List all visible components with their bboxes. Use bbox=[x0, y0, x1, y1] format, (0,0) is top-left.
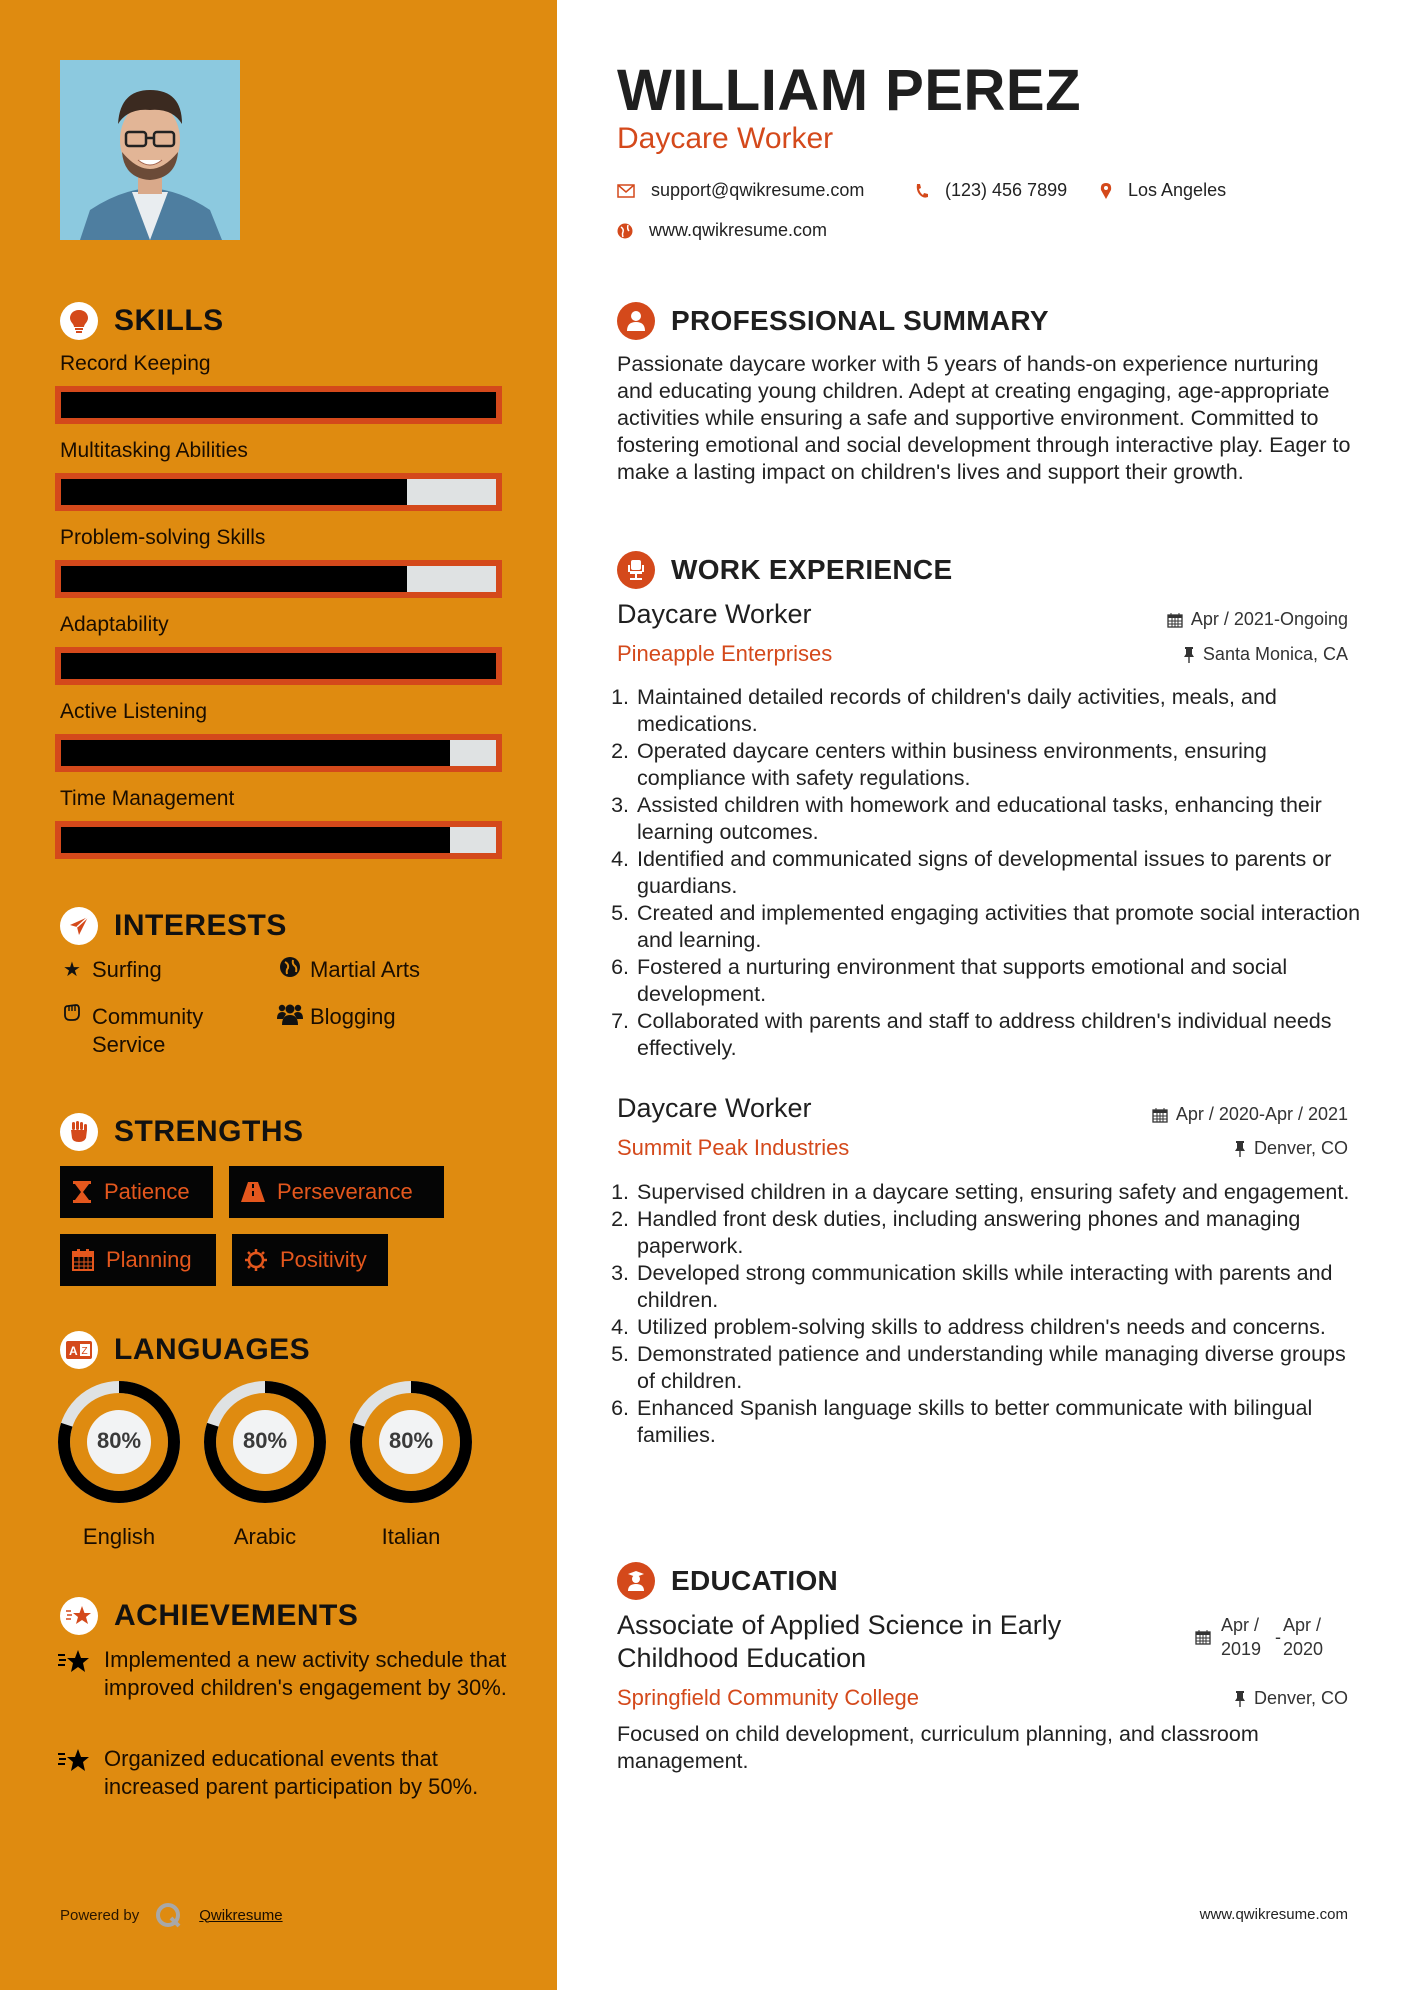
language-percent: 80% bbox=[388, 1428, 434, 1453]
calendar-icon bbox=[72, 1249, 94, 1271]
education-description: Focused on child development, curriculum planning, and classroom management. bbox=[617, 1722, 1259, 1773]
star-icon: ★ bbox=[63, 959, 81, 981]
education-dates: Apr / 2019 - Apr / 2020 bbox=[1195, 1613, 1325, 1661]
duty-item: 1. Maintained detailed records of children's daily activities, meals, and medications. bbox=[635, 684, 1365, 738]
achievements-title: ACHIEVEMENTS bbox=[114, 1599, 359, 1632]
skills-header bbox=[60, 302, 224, 340]
pushpin-icon bbox=[1234, 1140, 1246, 1158]
users-icon bbox=[276, 1003, 304, 1025]
contact-location bbox=[1100, 180, 1226, 201]
map-pin-icon bbox=[1100, 182, 1112, 200]
skill-item bbox=[60, 439, 248, 463]
skill-item bbox=[60, 787, 234, 811]
duty-item: 4. Utilized problem-solving skills to address children's needs and concerns. bbox=[635, 1314, 1365, 1341]
interests-title: INTERESTS bbox=[114, 909, 287, 942]
language-name: Arabic bbox=[233, 1524, 297, 1549]
language-name: Italian bbox=[381, 1524, 441, 1549]
svg-text:Z: Z bbox=[81, 1346, 88, 1357]
skill-bar bbox=[55, 386, 502, 424]
skill-label: Problem-solving Skills bbox=[60, 526, 266, 549]
calendar-icon bbox=[1152, 1107, 1168, 1123]
duty-item: 6. Fostered a nurturing environment that supports emotional and social development. bbox=[635, 954, 1365, 1008]
duty-item: 1. Supervised children in a daycare setting, ensuring safety and engagement. bbox=[635, 1179, 1365, 1206]
job-title: Daycare Worker bbox=[617, 122, 834, 155]
strength-tag: Positivity bbox=[232, 1234, 388, 1286]
calendar-icon bbox=[1167, 612, 1183, 628]
strength-tag: Perseverance bbox=[229, 1166, 444, 1218]
language-item bbox=[202, 1379, 328, 1550]
qwikresume-logo-icon bbox=[155, 1902, 181, 1928]
job-company: Pineapple Enterprises bbox=[617, 641, 833, 666]
interest-item: Martial Arts bbox=[276, 956, 506, 984]
degree-title: Associate of Applied Science in Early Childhood Education bbox=[617, 1610, 1062, 1673]
svg-text:A: A bbox=[69, 1344, 78, 1358]
language-percent: 80% bbox=[96, 1428, 142, 1453]
skill-bar bbox=[55, 734, 502, 772]
strength-tag: Planning bbox=[60, 1234, 216, 1286]
profile-photo bbox=[60, 60, 240, 240]
skill-bar bbox=[55, 560, 502, 598]
job-role: Daycare Worker bbox=[617, 1093, 812, 1123]
summary-text: Passionate daycare worker with 5 years of hands-on experience nurturing and educating young children. Adept at creating engaging, age-appropriate activities while ensuring a safe and supportive environment. Committed to fostering emotional and social development through interactive play. Eager to make a lasting impact on children's lives and support their growth. bbox=[617, 352, 1351, 484]
achievements-header bbox=[60, 1597, 358, 1635]
language-item bbox=[56, 1379, 182, 1550]
contact-email bbox=[617, 180, 864, 201]
language-item bbox=[348, 1379, 474, 1550]
skills-title: SKILLS bbox=[114, 304, 224, 337]
language-percent: 80% bbox=[242, 1428, 288, 1453]
achievement-item: Implemented a new activity schedule that improved children's engagement by 30%. bbox=[58, 1646, 508, 1702]
experience-header bbox=[617, 551, 952, 589]
job-location: Denver, CO bbox=[1234, 1138, 1348, 1159]
paper-plane-icon bbox=[60, 907, 98, 945]
languages-title: LANGUAGES bbox=[114, 1333, 311, 1366]
road-icon bbox=[241, 1182, 265, 1202]
job-company: Summit Peak Industries bbox=[617, 1135, 850, 1160]
strengths-title: STRENGTHS bbox=[114, 1115, 304, 1148]
hourglass-icon bbox=[72, 1180, 92, 1204]
medal-star-icon bbox=[60, 1597, 98, 1635]
avatar-icon bbox=[60, 60, 240, 240]
contact-phone bbox=[915, 180, 1067, 201]
experience-title: WORK EXPERIENCE bbox=[671, 554, 953, 585]
contact-website bbox=[617, 220, 827, 241]
job-duties bbox=[617, 1179, 1365, 1449]
duty-item: 4. Identified and communicated signs of developmental issues to parents or guardians. bbox=[635, 846, 1365, 900]
languages-header bbox=[60, 1331, 310, 1369]
pushpin-icon bbox=[1183, 646, 1195, 664]
skill-bar bbox=[55, 473, 502, 511]
summary-header bbox=[617, 302, 1049, 340]
location-text: Los Angeles bbox=[1128, 180, 1227, 200]
duty-item: 5. Demonstrated patience and understanding while managing diverse groups of children. bbox=[635, 1341, 1365, 1395]
sidebar bbox=[0, 0, 557, 1990]
powered-by: Powered by Qwikresume bbox=[60, 1902, 283, 1928]
graduate-icon bbox=[617, 1562, 655, 1600]
footer-url: www.qwikresume.com bbox=[1199, 1906, 1348, 1923]
phone-number: (123) 456 7899 bbox=[945, 180, 1068, 200]
medal-star-icon bbox=[58, 1646, 104, 1702]
education-title: EDUCATION bbox=[671, 1565, 839, 1596]
duty-item: 2. Handled front desk duties, including answering phones and managing paperwork. bbox=[635, 1206, 1365, 1260]
chair-icon bbox=[617, 551, 655, 589]
job-role: Daycare Worker bbox=[617, 599, 812, 629]
skill-label: Active Listening bbox=[60, 700, 208, 723]
duty-item: 3. Developed strong communication skills while interacting with parents and children. bbox=[635, 1260, 1365, 1314]
duty-item: 3. Assisted children with homework and educational tasks, enhancing their learning outcomes. bbox=[635, 792, 1365, 846]
skill-label: Time Management bbox=[60, 787, 235, 810]
calendar-icon bbox=[1195, 1629, 1211, 1645]
interest-item: ★ Surfing bbox=[58, 956, 258, 984]
interest-item: Community Service bbox=[58, 1003, 258, 1059]
candidate-name: WILLIAM PEREZ bbox=[617, 58, 1082, 123]
education-location: Denver, CO bbox=[1234, 1688, 1348, 1709]
skill-item bbox=[60, 700, 207, 724]
skill-bar bbox=[55, 821, 502, 859]
duty-item: 2. Operated daycare centers within business environments, ensuring compliance with safety regulations. bbox=[635, 738, 1365, 792]
envelope-icon bbox=[617, 184, 635, 198]
education-end: Apr / 2020 bbox=[1283, 1615, 1324, 1659]
skill-label: Record Keeping bbox=[60, 352, 211, 375]
job-dates: Apr / 2020-Apr / 2021 bbox=[1152, 1104, 1348, 1125]
school-name: Springfield Community College bbox=[617, 1685, 920, 1710]
fist-icon bbox=[60, 1113, 98, 1151]
website-link[interactable]: www.qwikresume.com bbox=[649, 220, 828, 240]
sun-icon bbox=[244, 1248, 268, 1272]
skill-bar bbox=[55, 647, 502, 685]
email-link[interactable]: support@qwikresume.com bbox=[651, 180, 865, 200]
achievement-item: Organized educational events that increased parent participation by 50%. bbox=[58, 1745, 508, 1801]
qwikresume-link[interactable]: Qwikresume bbox=[199, 1906, 283, 1924]
duty-item: 7. Collaborated with parents and staff to address children's individual needs effectively. bbox=[635, 1008, 1365, 1062]
interests-header bbox=[60, 907, 287, 945]
skill-item bbox=[60, 613, 169, 637]
translate-icon bbox=[60, 1331, 98, 1369]
summary-title: PROFESSIONAL SUMMARY bbox=[671, 305, 1049, 336]
education-header bbox=[617, 1562, 838, 1600]
skill-label: Adaptability bbox=[60, 613, 169, 636]
job-duties bbox=[617, 684, 1365, 1062]
globe-icon bbox=[276, 956, 304, 978]
lightbulb-icon bbox=[60, 302, 98, 340]
globe-icon bbox=[617, 223, 633, 239]
education-start: Apr / 2019 bbox=[1221, 1615, 1262, 1659]
interest-item: Blogging bbox=[276, 1003, 506, 1031]
skill-item bbox=[60, 352, 211, 376]
duty-item: 5. Created and implemented engaging activities that promote social interaction and learning. bbox=[635, 900, 1365, 954]
skill-item bbox=[60, 526, 265, 550]
medal-star-icon bbox=[58, 1745, 104, 1801]
language-name: English bbox=[82, 1524, 156, 1549]
user-icon bbox=[617, 302, 655, 340]
pushpin-icon bbox=[1234, 1690, 1246, 1708]
hand-icon bbox=[58, 1003, 86, 1023]
job-location: Santa Monica, CA bbox=[1183, 644, 1348, 665]
duty-item: 6. Enhanced Spanish language skills to better communicate with bilingual families. bbox=[635, 1395, 1365, 1449]
strength-tag: Patience bbox=[60, 1166, 213, 1218]
phone-icon bbox=[915, 183, 929, 199]
strengths-header bbox=[60, 1113, 304, 1151]
skill-label: Multitasking Abilities bbox=[60, 439, 248, 462]
job-dates: Apr / 2021-Ongoing bbox=[1167, 609, 1348, 630]
